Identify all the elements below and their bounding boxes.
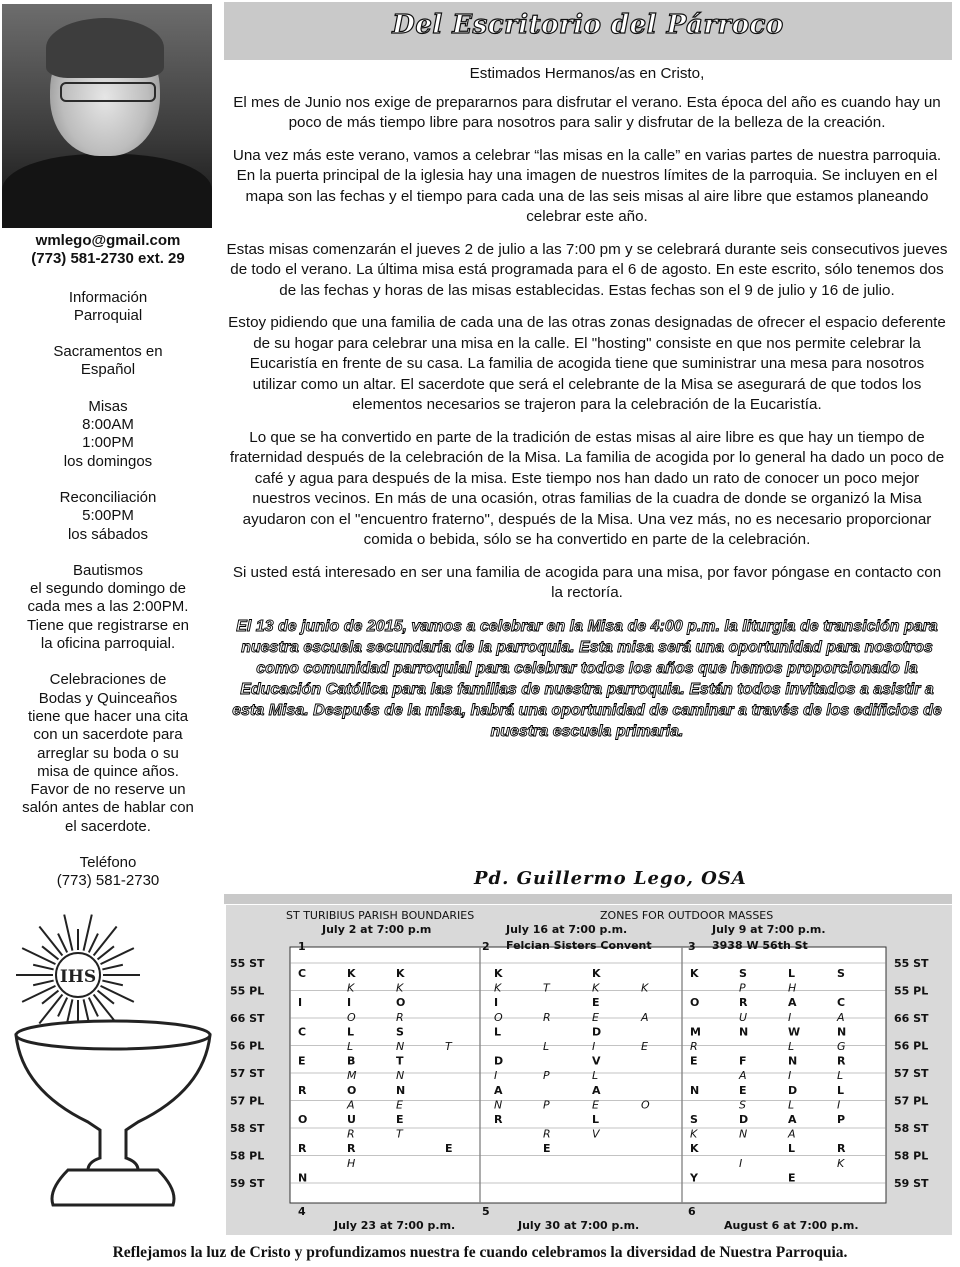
avenue-letter: N xyxy=(396,1069,405,1083)
parish-zone-map xyxy=(226,905,952,1235)
avenue-letter: P xyxy=(837,1113,846,1126)
avenue-letter: K xyxy=(641,981,649,995)
avenue-letter: I xyxy=(298,996,303,1010)
sidebar-info-line: la oficina parroquial. xyxy=(40,635,176,653)
avenue-letter: T xyxy=(396,1054,404,1068)
avenue-letter: R xyxy=(739,996,748,1010)
avenue-letter: G xyxy=(837,1040,846,1053)
avenue-letter: P xyxy=(543,1069,550,1083)
avenue-letter: U xyxy=(739,1010,748,1024)
avenue-letter: I xyxy=(494,1069,498,1083)
street-label-left: 55 ST xyxy=(230,957,265,970)
street-label-right: 56 PL xyxy=(894,1039,929,1053)
avenue-letter: N xyxy=(494,1098,503,1112)
sidebar-info-line: cada mes a las 2:00PM. xyxy=(27,598,189,616)
avenue-letter: R xyxy=(298,1142,307,1156)
street-label-left: 58 ST xyxy=(230,1122,265,1135)
avenue-letter: D xyxy=(494,1054,504,1068)
avenue-letter: K xyxy=(690,967,699,980)
avenue-letter: N xyxy=(788,1054,798,1068)
highlight-announcement: El 13 de junio de 2015, vamos a celebrar en la Misa de 4:00 p.m. la liturgia de transición para nuestra escuela secundaria de la parroquia. Esta misa será una oportunidad para nosotros como comunidad parroquial para celebrar todos los años que hemos proporcionado la Educación Católica para las familias de nuestra parroquia. Están todos invitados a asistir a esta Misa. Después de la misa, habrá una oportunidad de caminar a través de los edificios de nuestra escuela primaria. xyxy=(232,617,942,740)
avenue-letter: A xyxy=(788,1113,797,1126)
avenue-letter: P xyxy=(739,981,746,995)
sidebar-info-block xyxy=(0,671,216,836)
avenue-letter: E xyxy=(592,1098,599,1112)
avenue-letter: T xyxy=(445,1040,452,1053)
zone-number: 3 xyxy=(688,940,696,953)
sidebar-info-line: tiene que hacer una cita xyxy=(27,707,189,725)
page-title: Del Escritorio del Párroco xyxy=(392,10,784,40)
zone-date: July 23 at 7:00 p.m. xyxy=(334,1219,456,1232)
sidebar-info-block xyxy=(0,289,216,326)
avenue-letter: L xyxy=(788,1098,795,1112)
avenue-letter: H xyxy=(788,981,797,995)
avenue-letter: R xyxy=(837,1142,846,1156)
avenue-letter: S xyxy=(690,1113,698,1126)
avenue-letter: E xyxy=(543,1142,551,1156)
section-divider xyxy=(224,894,952,904)
street-label-right: 55 PL xyxy=(894,984,929,998)
map-title-zones: ZONES FOR OUTDOOR MASSES xyxy=(600,909,774,922)
avenue-letter: K xyxy=(494,981,502,995)
letter-paragraph: Estas misas comenzarán el jueves 2 de julio a las 7:00 pm y se celebrará durante seis consecutivos jueves de todo el verano. La última misa está programada para el 6 de agosto. En este escrito, sólo tenemos dos de las fechas y horas de las misas establecidas. Estas fechas son el 9 de julio y 16 de julio. xyxy=(226,240,948,299)
sidebar-info-line: (773) 581-2730 xyxy=(56,872,160,890)
sidebar-info-list xyxy=(0,289,216,891)
avenue-letter: I xyxy=(494,996,499,1010)
avenue-letter: L xyxy=(347,1040,354,1053)
avenue-letter: W xyxy=(788,1025,801,1039)
avenue-letter: E xyxy=(592,996,600,1010)
sidebar-info-line: salón antes de hablar con xyxy=(22,799,194,817)
avenue-letter: O xyxy=(298,1113,308,1126)
column-banner xyxy=(224,2,952,60)
avenue-letter: I xyxy=(788,1010,792,1024)
map-title-boundaries: ST TURIBIUS PARISH BOUNDARIES xyxy=(286,909,475,922)
avenue-letter: R xyxy=(543,1127,551,1141)
avenue-letter: E xyxy=(445,1142,453,1156)
zone-number: 1 xyxy=(298,940,306,953)
sidebar-info-line: Teléfono xyxy=(79,854,137,872)
avenue-letter: I xyxy=(788,1069,792,1083)
avenue-letter: A xyxy=(788,1127,796,1141)
street-label-right: 66 ST xyxy=(894,1012,929,1025)
street-label-left: 55 PL xyxy=(230,984,265,998)
sidebar-info-line: Información xyxy=(68,288,148,306)
sidebar-info-line: arreglar su boda o su xyxy=(37,744,179,762)
avenue-letter: I xyxy=(837,1098,841,1112)
street-label-left: 56 PL xyxy=(230,1039,265,1053)
avenue-letter: M xyxy=(690,1025,701,1039)
street-label-right: 58 ST xyxy=(894,1122,929,1135)
sidebar-info-line: Parroquial xyxy=(73,306,143,324)
avenue-letter: A xyxy=(788,996,797,1010)
avenue-letter: D xyxy=(788,1083,798,1097)
avenue-letter: D xyxy=(592,1025,602,1039)
avenue-letter: T xyxy=(396,1127,403,1141)
sidebar-info-block xyxy=(0,398,216,471)
zone-date: July 16 at 7:00 p.m. xyxy=(506,923,628,936)
letter-paragraph: El mes de Junio nos exige de prepararnos para disfrutar el verano. Esta época del año es cuando hay un poco de más tiempo libre para nosotros para salir y disfrutar de la belleza de la creación. xyxy=(233,93,941,131)
avenue-letter: N xyxy=(690,1083,700,1097)
zone-number: 6 xyxy=(688,1205,696,1218)
letter-greeting: Estimados Hermanos/as en Cristo, xyxy=(469,65,705,82)
pastor-letter xyxy=(226,64,948,754)
avenue-letter: V xyxy=(592,1054,601,1068)
avenue-letter: L xyxy=(788,1040,795,1053)
zone-date: July 30 at 7:00 p.m. xyxy=(518,1219,640,1232)
sidebar-info-line: 1:00PM xyxy=(82,434,134,452)
zone-date: July 2 at 7:00 p.m xyxy=(322,923,432,936)
avenue-letter: N xyxy=(298,1171,308,1185)
street-label-right: 55 ST xyxy=(894,957,929,970)
avenue-letter: K xyxy=(494,967,503,980)
avenue-letter: C xyxy=(837,996,846,1010)
avenue-letter: N xyxy=(396,1083,406,1097)
avenue-letter: S xyxy=(837,967,845,980)
sidebar-info-line: los sábados xyxy=(67,525,149,543)
street-label-right: 57 ST xyxy=(894,1067,929,1080)
avenue-letter: S xyxy=(396,1025,404,1039)
avenue-letter: K xyxy=(347,967,356,980)
avenue-letter: O xyxy=(641,1098,650,1112)
signature: Pd. Guillermo Lego, OSA xyxy=(474,868,747,889)
street-label-right: 58 PL xyxy=(894,1149,929,1163)
avenue-letter: A xyxy=(641,1010,649,1024)
avenue-letter: D xyxy=(739,1113,749,1126)
sidebar-info-block xyxy=(0,489,216,544)
sunburst-icon xyxy=(16,915,140,1036)
street-label-right: 57 PL xyxy=(894,1094,929,1108)
avenue-letter: E xyxy=(690,1054,698,1068)
avenue-letter: R xyxy=(690,1040,698,1053)
street-label-left: 66 ST xyxy=(230,1012,265,1025)
avenue-letter: I xyxy=(592,1040,596,1053)
avenue-letter: O xyxy=(396,996,406,1010)
avenue-letter: E xyxy=(396,1113,404,1126)
phone-ext: (773) 581-2730 ext. 29 xyxy=(31,250,185,268)
avenue-letter: L xyxy=(788,1142,796,1156)
street-label-right: 59 ST xyxy=(894,1177,929,1190)
avenue-letter: R xyxy=(837,1054,846,1068)
avenue-letter: O xyxy=(347,1083,357,1097)
avenue-letter: A xyxy=(494,1083,503,1097)
avenue-letter: K xyxy=(347,981,355,995)
sidebar xyxy=(0,232,216,909)
sidebar-info-line: Reconciliación xyxy=(59,488,157,506)
avenue-letter: K xyxy=(837,1156,845,1170)
sidebar-info-line: con un sacerdote para xyxy=(33,726,183,744)
avenue-letter: A xyxy=(592,1083,601,1097)
avenue-letter: O xyxy=(347,1010,356,1024)
avenue-letter: L xyxy=(347,1025,355,1039)
avenue-letter: S xyxy=(739,1098,746,1112)
avenue-letter: R xyxy=(347,1127,355,1141)
avenue-letter: E xyxy=(788,1171,796,1185)
sidebar-info-line: Sacramentos en xyxy=(53,343,163,361)
avenue-letter: E xyxy=(592,1010,599,1024)
sidebar-info-block xyxy=(0,343,216,380)
avenue-letter: E xyxy=(739,1083,747,1097)
street-label-left: 59 ST xyxy=(230,1177,265,1190)
street-label-left: 58 PL xyxy=(230,1149,265,1163)
avenue-letter: K xyxy=(690,1142,699,1156)
avenue-letter: M xyxy=(347,1069,357,1083)
zone-note: 3938 W 56th St xyxy=(712,939,808,952)
letter-paragraph: Una vez más este verano, vamos a celebrar “las misas en la calle” en varias partes de nuestra parroquia. En la puerta principal de la iglesia hay una imagen de nuestros límites de la parroquia. Se incluyen en el mapa son las fechas y el tiempo para cada una de las seis misas al aire libre que estamos planeando celebrar este año. xyxy=(232,146,942,225)
avenue-letter: K xyxy=(592,967,601,980)
email-link[interactable]: wmlego@gmail.com xyxy=(35,232,181,249)
street-label-left: 57 ST xyxy=(230,1067,265,1080)
avenue-letter: O xyxy=(494,1010,503,1024)
avenue-letter: A xyxy=(347,1098,355,1112)
avenue-letter: A xyxy=(837,1010,845,1024)
sidebar-info-line: Español xyxy=(80,361,136,379)
zone-number: 5 xyxy=(482,1205,490,1218)
avenue-letter: K xyxy=(690,1127,698,1141)
sidebar-info-line: 8:00AM xyxy=(82,416,134,434)
avenue-letter: H xyxy=(347,1156,356,1170)
avenue-letter: R xyxy=(494,1113,503,1126)
sidebar-info-line: 5:00PM xyxy=(82,507,134,525)
sidebar-info-block xyxy=(0,854,216,891)
avenue-letter: A xyxy=(739,1069,747,1083)
avenue-letter: K xyxy=(592,981,600,995)
zone-number: 4 xyxy=(298,1205,306,1218)
zone-date: August 6 at 7:00 p.m. xyxy=(724,1219,859,1232)
avenue-letter: L xyxy=(494,1025,502,1039)
avenue-letter: L xyxy=(837,1069,844,1083)
avenue-letter: V xyxy=(592,1127,600,1141)
avenue-letter: B xyxy=(347,1054,356,1068)
pastor-photo xyxy=(2,4,212,228)
avenue-letter: K xyxy=(396,967,405,980)
avenue-letter: N xyxy=(837,1025,847,1039)
sidebar-info-line: el segundo domingo de xyxy=(30,580,186,598)
zone-date: July 9 at 7:00 p.m. xyxy=(712,923,826,936)
avenue-letter: R xyxy=(543,1010,551,1024)
avenue-letter: E xyxy=(396,1098,403,1112)
avenue-letter: N xyxy=(396,1040,405,1053)
sidebar-info-line: el sacerdote. xyxy=(65,817,151,835)
avenue-letter: L xyxy=(837,1083,845,1097)
letter-paragraph: Estoy pidiendo que una familia de cada una de las otras zonas designadas de ofrecer el espacio deferente de su hogar para celebrar una misa en la calle. El "hosting" consiste en que nos permite celebrar la Eucaristía en frente de su casa. La familia de acogida tiene que suministrar una mesa para nosotros utilizar como un altar. El sacerdote que será el celebrante de la Misa se asegurará de que todos los elementos necesarios se trajeron para la celebración de la Eucaristía. xyxy=(228,314,946,413)
avenue-letter: I xyxy=(739,1156,743,1170)
avenue-letter: R xyxy=(396,1010,404,1024)
avenue-letter: E xyxy=(298,1054,306,1068)
avenue-letter: O xyxy=(690,996,700,1010)
avenue-letter: F xyxy=(739,1054,747,1068)
avenue-letter: C xyxy=(298,967,307,980)
sidebar-info-line: Favor de no reserve un xyxy=(30,781,186,799)
avenue-letter: L xyxy=(788,967,796,980)
chalice-icon xyxy=(16,1021,210,1205)
avenue-letter: U xyxy=(347,1113,356,1126)
sidebar-info-line: Celebraciones de xyxy=(49,671,167,689)
sidebar-info-line: Tiene que registrarse en xyxy=(26,616,190,634)
sidebar-info-line: misa de quince años. xyxy=(37,762,179,780)
chalice-emblem xyxy=(8,900,218,1240)
avenue-letter: C xyxy=(298,1025,307,1039)
sidebar-info-line: Misas xyxy=(88,397,128,415)
map-grid xyxy=(290,947,886,1203)
avenue-letter: N xyxy=(739,1025,749,1039)
avenue-letter: S xyxy=(739,967,747,980)
avenue-letter: R xyxy=(298,1083,307,1097)
sidebar-info-block xyxy=(0,562,216,653)
letter-paragraph: Lo que se ha convertido en parte de la tradición de estas misas al aire libre es que hay un tiempo de fraternidad después de la celebración de la Misa. La familia de acogida por lo general ha dado un poco de café y agua para después de la misa. Este tiempo nos han dado un rato de conocer un poco mejor nuestros vecinos. En más de una ocasión, otras familias de la cuadra de donde se organizó la Misa ayudaron con el "encuentro fraterno", después de la Misa. Una vez más, no es necesario proporcionar comida o bebida, sólo se ha convertido en parte de la celebración. xyxy=(229,428,945,548)
avenue-letter: I xyxy=(347,996,352,1010)
avenue-letter: R xyxy=(347,1142,356,1156)
avenue-letter: L xyxy=(592,1069,599,1083)
avenue-letter: L xyxy=(543,1040,550,1053)
footer-motto: Reflejamos la luz de Cristo y profundizamos nuestra fe cuando celebramos la diversidad de Nuestra Parroquia. xyxy=(112,1244,848,1261)
avenue-letter: K xyxy=(396,981,404,995)
avenue-letter: N xyxy=(739,1127,748,1141)
letter-paragraph: Si usted está interesado en ser una familia de acogida para una misa, por favor póngase en contacto con la rectoría. xyxy=(232,563,942,601)
sidebar-info-line: Bautismos xyxy=(72,561,144,579)
avenue-letter: T xyxy=(543,981,550,995)
avenue-letter: E xyxy=(641,1040,648,1053)
zone-note: Felcian Sisters Convent xyxy=(506,939,652,952)
avenue-letter: Y xyxy=(690,1171,698,1185)
ihs-monogram: IHS xyxy=(59,967,97,987)
sidebar-contact xyxy=(0,232,216,269)
street-label-left: 57 PL xyxy=(230,1094,265,1108)
avenue-letter: P xyxy=(543,1098,550,1112)
zone-number: 2 xyxy=(482,940,490,953)
avenue-letter: L xyxy=(592,1113,600,1126)
sidebar-info-line: Bodas y Quinceaños xyxy=(38,689,178,707)
sidebar-info-line: los domingos xyxy=(63,452,153,470)
